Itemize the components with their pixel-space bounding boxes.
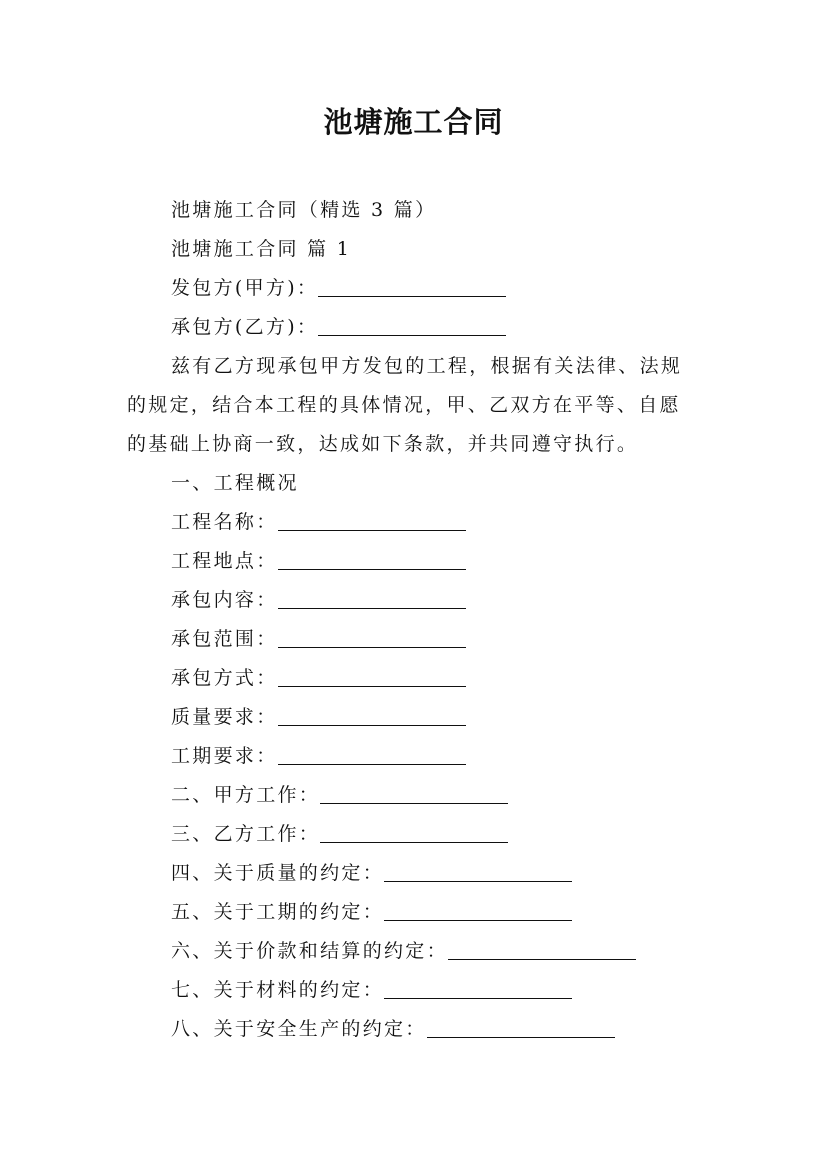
overview-field	[171, 705, 466, 729]
field-label: 工程名称：	[171, 511, 278, 533]
intro-line-3: 的基础上协商一致，达成如下条款，并共同遵守执行。	[127, 433, 639, 455]
clause-line	[171, 1017, 615, 1041]
overview-field	[171, 666, 466, 690]
party-b-blank	[318, 317, 506, 336]
field-blank	[278, 512, 466, 531]
field-label: 承包范围：	[171, 628, 278, 650]
party-a-label: 发包方(甲方)：	[171, 277, 319, 299]
overview-field	[171, 627, 466, 651]
field-blank	[278, 629, 466, 648]
clause-blank	[448, 941, 636, 960]
overview-field	[171, 744, 466, 768]
party-a-blank	[318, 278, 506, 297]
clause-label: 三、乙方工作：	[171, 823, 321, 845]
clause-blank	[384, 863, 572, 882]
clause-label: 八、关于安全生产的约定：	[171, 1018, 427, 1040]
intro-line-2: 的规定，结合本工程的具体情况，甲、乙双方在平等、自愿	[127, 394, 681, 416]
overview-field	[171, 510, 466, 534]
section-heading: 池塘施工合同 篇 1	[171, 238, 352, 260]
clause-blank	[384, 980, 572, 999]
field-blank	[278, 590, 466, 609]
party-b-line	[171, 315, 506, 339]
clause-label: 五、关于工期的约定：	[171, 901, 385, 923]
clause-line	[171, 900, 572, 924]
clause-label: 四、关于质量的约定：	[171, 862, 385, 884]
field-label: 承包方式：	[171, 667, 278, 689]
overview-field	[171, 549, 466, 573]
overview-heading: 一、工程概况	[171, 472, 299, 494]
intro-line-1: 兹有乙方现承包甲方发包的工程，根据有关法律、法规	[171, 355, 683, 377]
field-blank	[278, 746, 466, 765]
clause-line	[171, 978, 572, 1002]
clause-line	[171, 783, 508, 807]
party-b-label: 承包方(乙方)：	[171, 316, 319, 338]
document-title: 池塘施工合同	[323, 105, 504, 139]
field-blank	[278, 707, 466, 726]
clause-blank	[384, 902, 572, 921]
field-label: 质量要求：	[171, 706, 278, 728]
field-blank	[278, 551, 466, 570]
clause-label: 七、关于材料的约定：	[171, 979, 385, 1001]
clause-blank	[320, 824, 508, 843]
party-a-line	[171, 276, 506, 300]
clause-line	[171, 939, 636, 963]
field-blank	[278, 668, 466, 687]
clause-label: 二、甲方工作：	[171, 784, 321, 806]
clause-blank	[320, 785, 508, 804]
overview-field	[171, 588, 466, 612]
clause-line	[171, 861, 572, 885]
clause-label: 六、关于价款和结算的约定：	[171, 940, 448, 962]
clause-line	[171, 822, 508, 846]
field-label: 工期要求：	[171, 745, 278, 767]
document-subtitle: 池塘施工合同（精选 3 篇）	[171, 199, 437, 221]
field-label: 工程地点：	[171, 550, 278, 572]
field-label: 承包内容：	[171, 589, 278, 611]
clause-blank	[427, 1019, 615, 1038]
